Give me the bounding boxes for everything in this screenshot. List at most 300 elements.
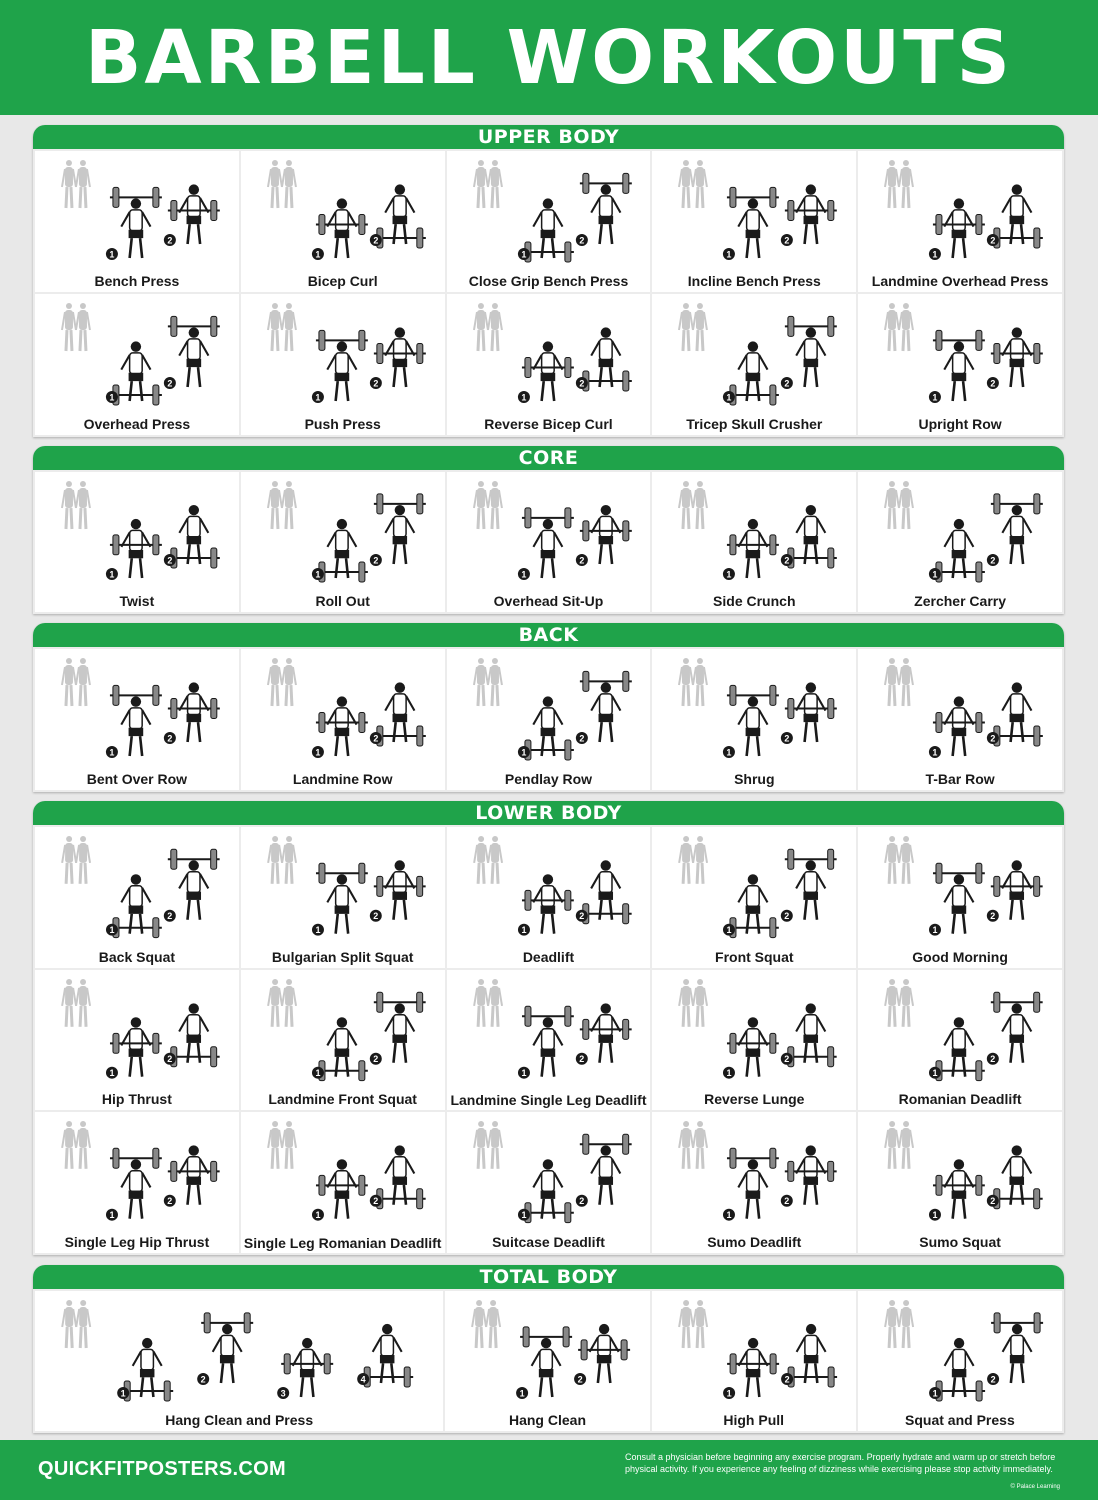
muscle-chart-icon: [268, 1121, 296, 1169]
svg-text:2: 2: [990, 1196, 996, 1207]
step-number-badge: [987, 732, 999, 744]
svg-text:1: 1: [932, 1210, 938, 1221]
exercise-illustration: [858, 151, 1062, 266]
step-number-badge: [312, 1066, 324, 1078]
athlete-figure-icon: [385, 860, 414, 919]
athlete-figure-icon: [797, 682, 826, 742]
step-number-badge: [723, 248, 735, 260]
step-number-badge: [781, 554, 793, 566]
athlete-figure-icon: [533, 519, 562, 578]
exercise-illustration: [652, 649, 856, 764]
exercise-name: Single Leg Romanian Deadlift: [243, 1235, 442, 1251]
barbell-icon: [785, 1046, 837, 1066]
muscle-chart-icon: [885, 836, 913, 884]
exercise-illustration: [241, 151, 445, 266]
exercise-illustration: [652, 970, 856, 1085]
svg-text:2: 2: [373, 911, 379, 922]
athlete-figure-icon: [179, 1146, 208, 1205]
step-number-badge: [370, 910, 382, 922]
step-number-badge: [929, 924, 941, 936]
step-number-badge: [723, 391, 735, 403]
athlete-figure-icon: [213, 1324, 242, 1383]
exercise-illustration: [35, 970, 239, 1085]
step-number-badge: [781, 1195, 793, 1207]
step-number-badge: [277, 1387, 289, 1399]
step-number-badge: [518, 1209, 530, 1221]
exercise-card: [858, 649, 1062, 790]
exercise-card: [447, 1112, 651, 1253]
athlete-figure-icon: [739, 696, 768, 756]
exercise-illustration: [652, 1112, 856, 1227]
svg-text:2: 2: [990, 733, 996, 744]
exercise-card: [447, 294, 651, 435]
exercise-card: [241, 472, 445, 612]
step-number-badge: [164, 1195, 176, 1207]
section-total-body: [33, 1265, 1064, 1433]
exercise-drawing: [858, 649, 1062, 764]
athlete-figure-icon: [944, 696, 973, 756]
exercise-name: Back Squat: [98, 948, 176, 965]
athlete-figure-icon: [533, 198, 562, 258]
svg-text:2: 2: [200, 1374, 206, 1385]
athlete-figure-icon: [738, 1338, 767, 1397]
muscle-chart-icon: [679, 160, 707, 208]
exercise-grid: [33, 470, 1064, 614]
athlete-figure-icon: [591, 327, 620, 387]
exercise-illustration: [241, 1112, 445, 1227]
athlete-figure-icon: [533, 874, 562, 933]
svg-text:2: 2: [373, 1053, 379, 1064]
exercise-name: Zercher Carry: [914, 593, 1006, 609]
step-number-badge: [781, 234, 793, 246]
svg-text:1: 1: [109, 1067, 115, 1078]
exercise-drawing: [447, 472, 651, 586]
section-header: LOWER BODY: [33, 801, 1064, 825]
svg-text:4: 4: [360, 1374, 366, 1385]
svg-text:2: 2: [578, 235, 584, 246]
svg-text:2: 2: [784, 1374, 790, 1385]
exercise-card: [35, 151, 239, 292]
barbell-icon: [316, 1060, 368, 1080]
exercise-card: [858, 472, 1062, 612]
exercise-illustration: [858, 1112, 1062, 1227]
athlete-figure-icon: [385, 1003, 414, 1062]
athlete-figure-icon: [945, 519, 974, 578]
muscle-chart-icon: [62, 481, 90, 529]
exercise-drawing: [858, 472, 1062, 586]
athlete-figure-icon: [1002, 1146, 1031, 1205]
athlete-figure-icon: [533, 1017, 562, 1076]
athlete-figure-icon: [121, 1017, 150, 1076]
exercise-name: Landmine Row: [292, 771, 393, 787]
exercise-name: Twist: [119, 593, 155, 609]
muscle-chart-icon: [679, 1300, 707, 1348]
athlete-figure-icon: [385, 1146, 414, 1205]
exercise-illustration: [35, 294, 239, 409]
barbell-icon: [933, 562, 985, 582]
step-number-badge: [106, 924, 118, 936]
exercise-grid: [33, 1289, 1064, 1433]
barbell-icon: [374, 726, 426, 746]
step-number-badge: [781, 1052, 793, 1064]
athlete-figure-icon: [739, 198, 768, 258]
exercise-drawing: [858, 970, 1062, 1085]
muscle-chart-icon: [885, 979, 913, 1027]
athlete-figure-icon: [121, 341, 150, 401]
athlete-figure-icon: [133, 1338, 162, 1397]
barbell-icon: [579, 904, 631, 924]
exercise-illustration: [858, 970, 1062, 1085]
svg-text:1: 1: [932, 747, 938, 758]
svg-text:1: 1: [932, 1067, 938, 1078]
svg-text:2: 2: [990, 555, 996, 566]
step-number-badge: [164, 910, 176, 922]
athlete-figure-icon: [945, 874, 974, 933]
exercise-illustration: [241, 827, 445, 942]
step-number-badge: [106, 248, 118, 260]
exercise-name: Hang Clean: [508, 1412, 586, 1428]
exercise-card: [447, 827, 651, 968]
muscle-chart-icon: [679, 303, 707, 351]
svg-text:1: 1: [315, 569, 321, 580]
section-header: UPPER BODY: [33, 125, 1064, 149]
section-core: [33, 446, 1064, 614]
step-number-badge: [987, 910, 999, 922]
athlete-figure-icon: [385, 682, 414, 742]
svg-text:1: 1: [109, 1210, 115, 1221]
exercise-card: [35, 1112, 239, 1253]
exercise-card: [858, 151, 1062, 292]
exercise-name: Shrug: [734, 771, 775, 787]
step-number-badge: [781, 910, 793, 922]
exercise-illustration: [447, 970, 651, 1085]
muscle-chart-icon: [474, 658, 502, 706]
exercise-card: [35, 472, 239, 612]
barbell-icon: [522, 242, 574, 262]
athlete-figure-icon: [121, 198, 150, 258]
step-number-badge: [370, 1052, 382, 1064]
muscle-chart-icon: [62, 1300, 90, 1348]
muscle-chart-icon: [680, 836, 708, 884]
exercise-illustration: [35, 151, 239, 266]
exercise-card: [652, 294, 856, 435]
exercise-drawing: [652, 1112, 856, 1227]
barbell-icon: [110, 918, 162, 938]
athlete-figure-icon: [121, 1160, 150, 1219]
exercise-card: [241, 151, 445, 292]
section-lower-body: [33, 801, 1064, 1255]
exercise-card: [241, 649, 445, 790]
muscle-chart-icon: [679, 658, 707, 706]
exercise-illustration: [447, 294, 651, 409]
svg-text:2: 2: [373, 378, 379, 389]
exercise-name: Good Morning: [912, 948, 1008, 965]
step-number-badge: [117, 1387, 129, 1399]
exercise-drawing: [447, 649, 651, 764]
exercise-name: Bulgarian Split Squat: [271, 948, 414, 965]
athlete-figure-icon: [739, 1017, 768, 1076]
exercise-name: Overhead Press: [83, 416, 191, 432]
svg-text:2: 2: [373, 555, 379, 566]
muscle-chart-icon: [885, 658, 913, 706]
svg-text:2: 2: [990, 1374, 996, 1385]
exercise-drawing: [35, 151, 239, 266]
athlete-figure-icon: [739, 874, 768, 933]
step-number-badge: [723, 1066, 735, 1078]
svg-text:1: 1: [109, 925, 115, 936]
barbell-icon: [168, 1046, 220, 1066]
step-number-badge: [516, 1387, 528, 1399]
svg-text:1: 1: [315, 1210, 321, 1221]
exercise-card: [447, 970, 651, 1111]
svg-text:2: 2: [373, 235, 379, 246]
step-number-badge: [370, 1195, 382, 1207]
svg-text:1: 1: [521, 392, 527, 403]
exercise-illustration: [447, 649, 651, 764]
svg-text:1: 1: [519, 1388, 525, 1399]
exercise-card: [35, 970, 239, 1111]
athlete-figure-icon: [739, 1160, 768, 1219]
svg-text:2: 2: [167, 911, 173, 922]
exercise-name: Bench Press: [94, 273, 180, 289]
exercise-card: [445, 1291, 649, 1431]
athlete-figure-icon: [327, 341, 356, 401]
athlete-figure-icon: [533, 696, 562, 756]
exercise-illustration: [652, 472, 856, 586]
step-number-badge: [370, 377, 382, 389]
title-banner: [0, 0, 1098, 115]
footer-site-link[interactable]: QUICKFITPOSTERS.COM: [38, 1458, 286, 1480]
exercise-card: [652, 970, 856, 1111]
exercise-drawing: [858, 827, 1062, 942]
athlete-figure-icon: [797, 1146, 826, 1205]
svg-text:1: 1: [521, 925, 527, 936]
exercise-grid: [33, 149, 1064, 437]
exercise-illustration: [858, 1291, 1062, 1405]
muscle-chart-icon: [268, 160, 296, 208]
exercise-illustration: [652, 827, 856, 942]
svg-text:2: 2: [990, 235, 996, 246]
athlete-figure-icon: [533, 341, 562, 401]
exercise-drawing: [858, 151, 1062, 266]
step-number-badge: [312, 568, 324, 580]
muscle-chart-icon: [268, 481, 296, 529]
exercise-drawing: [652, 1291, 856, 1405]
svg-text:2: 2: [578, 733, 584, 744]
svg-text:1: 1: [726, 569, 732, 580]
exercise-illustration: [652, 151, 856, 266]
athlete-figure-icon: [591, 1146, 620, 1205]
exercise-illustration: [35, 472, 239, 586]
svg-text:2: 2: [990, 911, 996, 922]
svg-text:1: 1: [315, 1067, 321, 1078]
athlete-figure-icon: [796, 1324, 825, 1383]
svg-text:1: 1: [726, 249, 732, 260]
exercise-name: Sumo Squat: [919, 1234, 1001, 1250]
muscle-chart-icon: [62, 1121, 90, 1169]
step-number-badge: [987, 1195, 999, 1207]
muscle-chart-icon: [62, 979, 90, 1027]
barbell-icon: [933, 1381, 985, 1401]
exercise-illustration: [241, 649, 445, 764]
step-number-badge: [575, 234, 587, 246]
athlete-figure-icon: [591, 682, 620, 742]
exercise-name: Landmine Overhead Press: [871, 273, 1049, 289]
exercise-name: Reverse Lunge: [704, 1091, 805, 1108]
exercise-drawing: [447, 970, 651, 1085]
athlete-figure-icon: [533, 1160, 562, 1219]
step-number-badge: [518, 391, 530, 403]
muscle-chart-icon: [268, 303, 296, 351]
svg-text:1: 1: [932, 925, 938, 936]
muscle-chart-icon: [474, 979, 502, 1027]
svg-text:1: 1: [109, 569, 115, 580]
barbell-icon: [374, 228, 426, 248]
athlete-figure-icon: [944, 1338, 973, 1397]
step-number-badge: [370, 234, 382, 246]
exercise-name: Overhead Sit-Up: [493, 593, 604, 609]
athlete-figure-icon: [944, 198, 973, 258]
svg-text:2: 2: [784, 555, 790, 566]
step-number-badge: [723, 746, 735, 758]
exercise-drawing: [652, 649, 856, 764]
athlete-figure-icon: [373, 1324, 402, 1383]
exercise-card: [652, 827, 856, 968]
footer-disclaimer: Consult a physician before beginning any exercise program. Properly hydrate and warm up or stretch before physical activity. If you experience any feeling of dizziness while exercising please stop activity immediately.: [625, 1452, 1056, 1474]
athlete-figure-icon: [739, 341, 768, 401]
svg-text:2: 2: [373, 1196, 379, 1207]
exercise-drawing: [652, 827, 856, 942]
exercise-drawing: [858, 1112, 1062, 1227]
exercise-illustration: [447, 827, 651, 942]
exercise-card: [858, 1112, 1062, 1253]
exercise-card: [858, 1291, 1062, 1431]
exercise-drawing: [35, 1291, 443, 1405]
section-header: TOTAL BODY: [33, 1265, 1064, 1289]
step-number-badge: [312, 746, 324, 758]
athlete-figure-icon: [591, 1003, 620, 1062]
svg-text:1: 1: [932, 569, 938, 580]
exercise-illustration: [858, 649, 1062, 764]
svg-text:1: 1: [109, 747, 115, 758]
athlete-figure-icon: [327, 1017, 356, 1076]
step-number-badge: [164, 1052, 176, 1064]
athlete-figure-icon: [532, 1338, 561, 1397]
svg-text:1: 1: [315, 249, 321, 260]
exercise-name: Front Squat: [715, 948, 794, 965]
svg-text:2: 2: [990, 1053, 996, 1064]
athlete-figure-icon: [179, 505, 208, 564]
muscle-chart-icon: [885, 1300, 913, 1348]
athlete-figure-icon: [797, 505, 826, 564]
exercise-drawing: [241, 1112, 445, 1227]
step-number-badge: [781, 1373, 793, 1385]
step-number-badge: [164, 234, 176, 246]
exercise-drawing: [35, 472, 239, 586]
barbell-icon: [522, 1203, 574, 1223]
athlete-figure-icon: [179, 327, 208, 387]
step-number-badge: [312, 391, 324, 403]
muscle-chart-icon: [268, 658, 296, 706]
exercise-card: [652, 1291, 856, 1431]
svg-text:2: 2: [578, 1053, 584, 1064]
step-number-badge: [575, 554, 587, 566]
muscle-chart-icon: [474, 481, 502, 529]
svg-text:1: 1: [932, 249, 938, 260]
svg-text:2: 2: [578, 911, 584, 922]
athlete-figure-icon: [945, 1160, 974, 1219]
exercise-card: [858, 970, 1062, 1111]
exercise-drawing: [241, 294, 445, 409]
exercise-name: Suitcase Deadlift: [492, 1234, 605, 1250]
exercise-card: [652, 472, 856, 612]
svg-text:2: 2: [167, 555, 173, 566]
step-number-badge: [929, 568, 941, 580]
exercise-name: Reverse Bicep Curl: [484, 416, 613, 432]
muscle-chart-icon: [62, 303, 90, 351]
step-number-badge: [518, 248, 530, 260]
exercise-drawing: [445, 1291, 649, 1405]
exercise-drawing: [652, 472, 856, 586]
step-number-badge: [929, 1209, 941, 1221]
muscle-chart-icon: [885, 303, 913, 351]
step-number-badge: [575, 1052, 587, 1064]
svg-text:2: 2: [373, 733, 379, 744]
exercise-illustration: [447, 472, 651, 586]
athlete-figure-icon: [945, 1017, 974, 1076]
step-number-badge: [723, 1387, 735, 1399]
exercise-name: Push Press: [304, 416, 381, 432]
exercise-illustration: [652, 294, 856, 409]
step-number-badge: [164, 377, 176, 389]
exercise-drawing: [241, 649, 445, 764]
step-number-badge: [575, 910, 587, 922]
athlete-figure-icon: [385, 184, 414, 244]
barbell-icon: [374, 1189, 426, 1209]
footer: [0, 1440, 1098, 1500]
exercise-card: [35, 827, 239, 968]
exercise-grid: [33, 647, 1064, 792]
barbell-icon: [991, 1189, 1043, 1209]
muscle-chart-icon: [474, 303, 502, 351]
athlete-figure-icon: [179, 682, 208, 742]
barbell-icon: [110, 385, 162, 405]
athlete-figure-icon: [739, 519, 768, 578]
exercise-illustration: [241, 472, 445, 586]
step-number-badge: [518, 568, 530, 580]
svg-text:2: 2: [578, 378, 584, 389]
svg-text:2: 2: [167, 733, 173, 744]
athlete-figure-icon: [179, 860, 208, 919]
athlete-figure-icon: [121, 519, 150, 578]
step-number-badge: [723, 924, 735, 936]
athlete-figure-icon: [327, 1160, 356, 1219]
exercise-illustration: [35, 649, 239, 764]
exercise-name: Incline Bench Press: [687, 273, 821, 289]
step-number-badge: [575, 1195, 587, 1207]
step-number-badge: [106, 1209, 118, 1221]
athlete-figure-icon: [1002, 860, 1031, 919]
muscle-chart-icon: [680, 1121, 708, 1169]
athlete-figure-icon: [591, 860, 620, 919]
svg-text:1: 1: [315, 747, 321, 758]
exercise-illustration: [35, 827, 239, 942]
athlete-figure-icon: [327, 874, 356, 933]
svg-text:2: 2: [990, 378, 996, 389]
exercise-drawing: [858, 1291, 1062, 1405]
muscle-chart-icon: [474, 836, 502, 884]
svg-text:1: 1: [521, 1067, 527, 1078]
